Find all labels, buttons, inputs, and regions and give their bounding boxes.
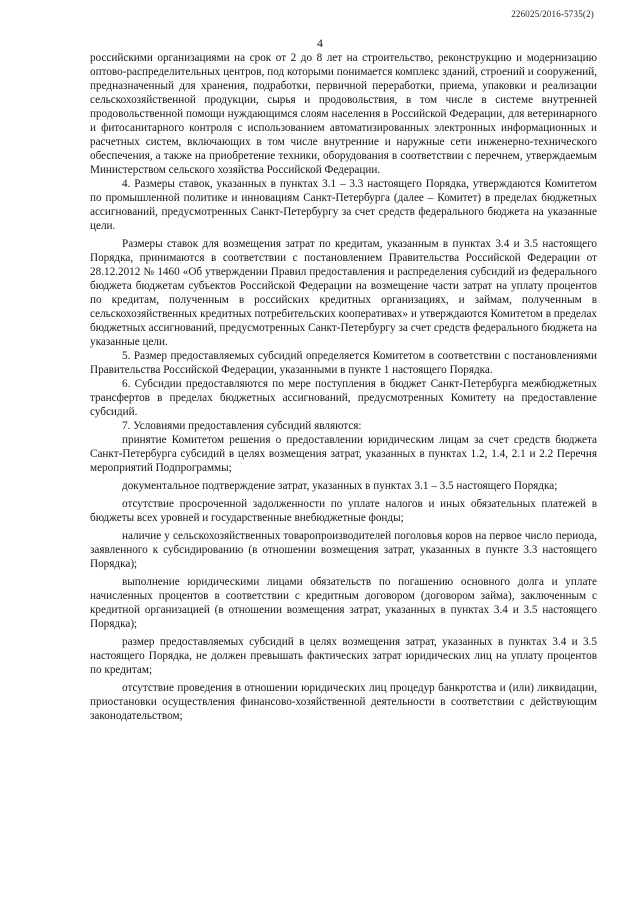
paragraph: Размеры ставок для возмещения затрат по кредитам, указанным в пунктах 3.4 и 3.5 настоящего Порядка, принимаются в соответствии с постановлением Правительства Российской Федерации от 28.12.2012 № 1460 «Об утверждении Правил предоставления и распределения субсидий из федерального бюджета бюджетам субъектов Российской Федерации на возмещение части затрат на уплату процентов по кредитам, полученным в российских кредитных организациях, и займам, полученным в сельскохозяйственных кредитных потребительских кооперативах» и утверждаются Комитетом в пределах бюджетных ассигнований, предусмотренных Санкт-Петербургу за счет средств федерального бюджета на указанные цели. [90, 238, 597, 348]
paragraph: российскими организациями на срок от 2 до 8 лет на строительство, реконструкцию и модернизацию оптово-распределительных центров, под которыми понимается комплекс зданий, строений и сооружений, предназначенный для хранения, подработки, первичной переработки, приема, упаковки и реализации сельскохозяйственной продукции, сырья и продовольствия, в том числе в системе внутренней продовольственной помощи нуждающимся слоям населения в Российской Федерации, для ветеринарного и фитосанитарного контроля с использованием автоматизированных электронных информационных и расчетных систем, включающих в том числе внутренние и наружные сети инженерно-технического обеспечения, а также на приобретение техники, оборудования в соответствии с перечнем, утверждаемым Министерством сельского хозяйства Российской Федерации. [90, 52, 597, 176]
paragraph: 4. Размеры ставок, указанных в пунктах 3.1 – 3.3 настоящего Порядка, утверждаются Комитетом по промышленной политике и инновациям Санкт-Петербурга (далее – Комитет) в пределах бюджетных ассигнований, предусмотренных Санкт-Петербургу за счет средств федерального бюджета на указанные цели. [90, 178, 597, 232]
paragraph: 6. Субсидии предоставляются по мере поступления в бюджет Санкт-Петербурга межбюджетных трансфертов в пределах бюджетных ассигнований, предусмотренных Комитету на предоставление субсидий. [90, 378, 597, 418]
paragraph: отсутствие проведения в отношении юридических лиц процедур банкротства и (или) ликвидации, приостановки осуществления финансово-хозяйственной деятельности в соответствии с действующим законодательством; [90, 682, 597, 722]
page-number: 4 [317, 36, 323, 50]
document-body [90, 51, 597, 723]
paragraph: принятие Комитетом решения о предоставлении юридическим лицам за счет средств бюджета Санкт-Петербурга субсидий в целях возмещения затрат, указанных в пунктах 1.2, 1.4, 2.1 и 2.2 Перечня мероприятий Подпрограммы; [90, 434, 597, 474]
document-id: 226025/2016-5735(2) [511, 9, 594, 19]
paragraph: размер предоставляемых субсидий в целях возмещения затрат, указанных в пунктах 3.4 и 3.5 настоящего Порядка, не должен превышать фактических затрат юридических лиц на уплату процентов по кредитам; [90, 636, 597, 676]
paragraph: отсутствие просроченной задолженности по уплате налогов и иных обязательных платежей в бюджеты всех уровней и государственные внебюджетные фонды; [90, 498, 597, 524]
paragraph: 5. Размер предоставляемых субсидий определяется Комитетом в соответствии с постановлениями Правительства Российской Федерации, указанными в пункте 1 настоящего Порядка. [90, 350, 597, 376]
paragraph: выполнение юридическими лицами обязательств по погашению основного долга и уплате начисленных процентов в соответствии с кредитным договором (договором займа), заключенным с кредитной организацией (в отношении возмещения затрат, указанных в пунктах 3.4 и 3.5 настоящего Порядка); [90, 576, 597, 630]
paragraph: документальное подтверждение затрат, указанных в пунктах 3.1 – 3.5 настоящего Порядка; [122, 480, 558, 492]
paragraph: 7. Условиями предоставления субсидий являются: [122, 420, 362, 432]
paragraph: наличие у сельскохозяйственных товаропроизводителей поголовья коров на первое число периода, заявленного к субсидированию (в отношении возмещения затрат, указанных в пункте 3.3 настоящего Порядка); [90, 530, 597, 570]
